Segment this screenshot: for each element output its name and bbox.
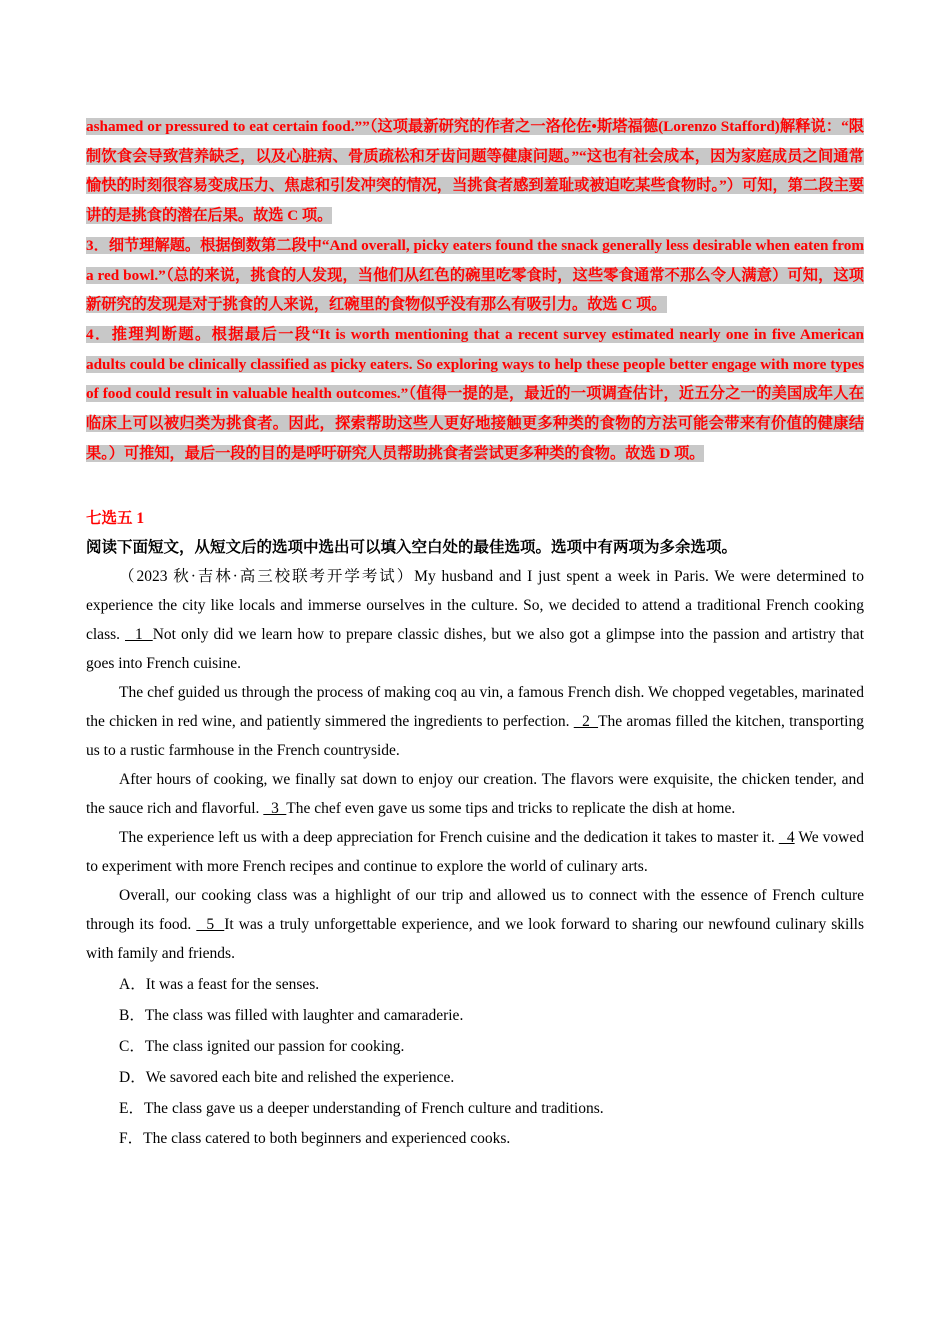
highlighted-text: 4．推理判断题。根据最后一段“It is worth mentioning that a recent survey estimated nearly one in five American adults could be clinically classified as picky eaters. So exploring ways to help these people better engage with more types of food could result in valuable health outcomes.”（值得一提的是，最近的一项调查估计，近五分之一的美国成年人在临床上可以被归类为挑食者。因此，探索帮助这些人更好地接触更多种类的食物的方法可能会带来有价值的健康结果。）可推知，最后一段的目的是呼吁研究人员帮助挑食者尝试更多种类的食物。故选 D 项。 (86, 325, 864, 462)
answer-explanation-2-end (86, 112, 864, 231)
blank-4: 4 (778, 829, 795, 847)
blank-5: 5 (196, 916, 225, 934)
option-e: E．The class gave us a deeper understanding of French culture and traditions. (119, 1099, 604, 1117)
answer-explanation-4 (86, 320, 864, 469)
option-a: A．It was a feast for the senses. (119, 976, 320, 994)
passage-paragraph-5: Overall, our cooking class was a highlight of our trip and allowed us to connect with the essence of French culture through its food. 5 It was a truly unforgettable experience, and we look forward to sharing our newfound culinary skills with family and friends. (86, 887, 864, 963)
passage-paragraph-1: （2023 秋·吉林·高三校联考开学考试）My husband and I just spent a week in Paris. We were determined to experience the city like locals and immerse ourselves in the culture. So, we decided to attend a traditional French cooking class. 1 Not only did we learn how to prepare classic dishes, but we also got a glimpse into the passion and artistry that goes into French cuisine. (86, 568, 864, 673)
option-d: D．We savored each bite and relished the experience. (119, 1068, 455, 1086)
instruction: 阅读下面短文，从短文后的选项中选出可以填入空白处的最佳选项。选项中有两项为多余选项。 (86, 539, 738, 557)
blank-3: 3 (263, 800, 287, 818)
blank-2: 2 (573, 713, 599, 731)
section-title: 七选五 1 (86, 510, 145, 528)
highlighted-text: ashamed or pressured to eat certain food.””（这项最新研究的作者之一洛伦佐•斯塔福德(Lorenzo Stafford)解释说：“限制饮食会导致营养缺乏，以及心脏病、骨质疏松和牙齿问题等健康问题。”“这也有社会成本，因为家庭成员之间通常愉快的时刻很容易变成压力、焦虑和引发冲突的情况，当挑食者感到羞耻或被迫吃某些食物时。”）可知，第二段主要讲的是挑食的潜在后果。故选 C 项。 (86, 118, 864, 225)
passage-paragraph-3: After hours of cooking, we finally sat down to enjoy our creation. The flavors were exquisite, the chicken tender, and the sauce rich and flavorful. 3 The chef even gave us some tips and tricks to replicate the dish at home. (86, 771, 864, 818)
option-c: C．The class ignited our passion for cooking. (119, 1038, 405, 1056)
options-list (86, 970, 864, 1155)
option-f: F．The class catered to both beginners and experienced cooks. (119, 1130, 511, 1148)
blank-1: 1 (125, 626, 153, 644)
passage-paragraph-4: The experience left us with a deep appreciation for French cuisine and the dedication it takes to master it. 4 We vowed to experiment with more French recipes and continue to explore the world of culinary arts. (86, 829, 865, 876)
highlighted-text: 3．细节理解题。根据倒数第二段中“And overall, picky eaters found the snack generally less desirable when eaten from a red bowl.”（总的来说，挑食的人发现，当他们从红色的碗里吃零食时，这些零食通常不那么令人满意）可知，这项新研究的发现是对于挑食的人来说，红碗里的食物似乎没有那么有吸引力。故选 C 项。 (86, 236, 864, 314)
passage-paragraph-2: The chef guided us through the process of making coq au vin, a famous French dish. We chopped vegetables, marinated the chicken in red wine, and patiently simmered the ingredients to perfection. 2 The aromas filled the kitchen, transporting us to a rustic farmhouse in the French countryside. (86, 684, 864, 760)
option-b: B．The class was filled with laughter and camaraderie. (119, 1007, 464, 1025)
answer-explanation-3 (86, 231, 864, 320)
document-page (86, 112, 864, 1155)
